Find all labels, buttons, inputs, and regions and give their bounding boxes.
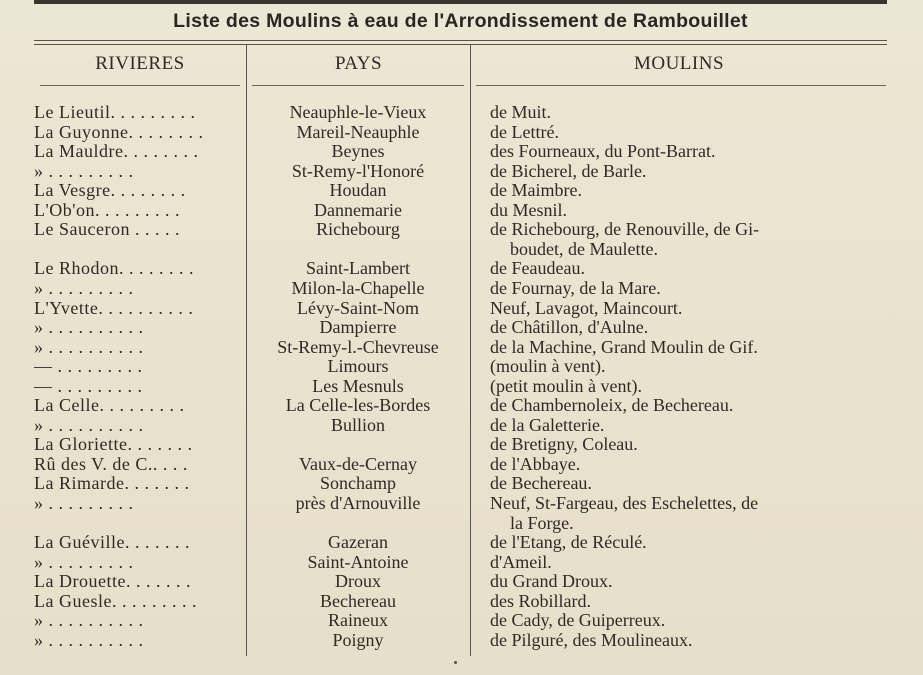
row-pays	[248, 239, 468, 259]
row-pays: Bechereau	[320, 591, 396, 611]
header-rivieres: RIVIERES	[95, 53, 185, 74]
row-moulins: de Fournay, de la Mare.	[490, 278, 661, 298]
row-pays: Saint-Lambert	[306, 258, 410, 278]
row-moulins: de Bretigny, Coleau.	[490, 434, 638, 454]
row-moulins: de Muit.	[490, 102, 551, 122]
header-moulins: MOULINS	[633, 53, 725, 74]
row-moulins: de Lettré.	[490, 122, 559, 142]
row-moulins: de Maimbre.	[490, 180, 582, 200]
row-pays: Lévy-Saint-Nom	[297, 298, 419, 318]
row-riviere: » . . . . . . . . . .	[34, 337, 144, 357]
column-divider-2	[470, 44, 471, 656]
row-moulins: du Grand Droux.	[490, 571, 613, 591]
title-rule-lower	[34, 44, 887, 45]
row-moulins: des Robillard.	[490, 591, 591, 611]
footer-dot	[454, 661, 457, 664]
row-pays: Richebourg	[316, 219, 400, 239]
header-pays: PAYS	[334, 53, 383, 74]
row-riviere: » . . . . . . . . .	[34, 552, 134, 572]
row-pays: Raineux	[328, 610, 388, 630]
row-moulins: de l'Etang, de Réculé.	[490, 532, 647, 552]
top-rule	[34, 0, 887, 4]
row-moulins: (moulin à vent).	[490, 356, 606, 376]
row-riviere: La Guéville. . . . . . .	[34, 532, 190, 552]
row-moulins: Neuf, Lavagot, Maincourt.	[490, 298, 683, 318]
row-riviere: Le Sauceron . . . . .	[34, 219, 180, 239]
row-moulins: de Feaudeau.	[490, 258, 585, 278]
row-riviere: » . . . . . . . . . .	[34, 317, 144, 337]
row-riviere: La Rimarde. . . . . . .	[34, 473, 190, 493]
row-riviere: Rû des V. de C.. . . .	[34, 454, 188, 474]
row-pays: St-Remy-l'Honoré	[291, 161, 425, 181]
row-pays: près d'Arnouville	[295, 493, 421, 513]
row-pays	[248, 513, 468, 533]
row-riviere: La Guyonne. . . . . . . .	[34, 122, 204, 142]
row-riviere: » . . . . . . . . . .	[34, 415, 144, 435]
row-riviere: » . . . . . . . . . .	[34, 610, 144, 630]
row-pays: St-Remy-l.-Chevreuse	[277, 337, 439, 357]
row-riviere	[34, 239, 244, 259]
column-divider-1	[246, 44, 247, 656]
row-pays: Neauphle-le-Vieux	[289, 102, 427, 122]
row-moulins: du Mesnil.	[490, 200, 568, 220]
row-riviere: L'Yvette. . . . . . . . . .	[34, 298, 194, 318]
row-moulins: des Fourneaux, du Pont-Barrat.	[490, 141, 716, 161]
row-riviere	[34, 513, 244, 533]
row-pays: Poigny	[332, 630, 384, 650]
row-riviere: La Celle. . . . . . . . .	[34, 395, 185, 415]
row-moulins: de Pilguré, des Moulineaux.	[490, 630, 693, 650]
row-pays: Saint-Antoine	[307, 552, 409, 572]
row-riviere: » . . . . . . . . . .	[34, 630, 144, 650]
row-riviere: Le Lieutil. . . . . . . . .	[34, 102, 196, 122]
row-pays: Gazeran	[328, 532, 388, 552]
page-title: Liste des Moulins à eau de l'Arrondissement de Rambouillet	[173, 10, 748, 32]
row-riviere: La Mauldre. . . . . . . .	[34, 141, 199, 161]
row-riviere: La Drouette. . . . . . .	[34, 571, 191, 591]
row-pays: Bullion	[330, 415, 385, 435]
row-pays: Limours	[327, 356, 389, 376]
row-pays: Les Mesnuls	[312, 376, 404, 396]
header-underline-pays	[252, 85, 464, 86]
row-riviere: La Gloriette. . . . . . .	[34, 434, 193, 454]
row-moulins: Neuf, St-Fargeau, des Eschelettes, de	[490, 493, 759, 513]
row-pays: Vaux-de-Cernay	[299, 454, 417, 474]
row-riviere: La Vesgre. . . . . . . .	[34, 180, 186, 200]
row-riviere: Le Rhodon. . . . . . . .	[34, 258, 194, 278]
row-moulins: la Forge.	[510, 513, 574, 533]
row-riviere: — . . . . . . . . .	[34, 356, 143, 376]
row-moulins: de Bicherel, de Barle.	[490, 161, 647, 181]
row-riviere: » . . . . . . . . .	[34, 493, 134, 513]
row-pays: Droux	[335, 571, 381, 591]
row-riviere: L'Ob'on. . . . . . . . .	[34, 200, 180, 220]
row-pays: Sonchamp	[320, 473, 396, 493]
row-pays: Mareil-Neauphle	[296, 122, 420, 142]
row-moulins: de la Galetterie.	[490, 415, 605, 435]
row-moulins: boudet, de Maulette.	[510, 239, 658, 259]
row-pays	[248, 434, 468, 454]
row-pays: Dannemarie	[314, 200, 402, 220]
header-underline-rivieres	[40, 85, 240, 86]
row-moulins: de Chambernoleix, de Bechereau.	[490, 395, 734, 415]
row-moulins: de Richebourg, de Renouville, de Gi-	[490, 219, 760, 239]
row-riviere: » . . . . . . . . .	[34, 161, 134, 181]
row-moulins: d'Ameil.	[490, 552, 552, 572]
row-pays: Dampierre	[319, 317, 397, 337]
row-moulins: de l'Abbaye.	[490, 454, 581, 474]
row-moulins: de la Machine, Grand Moulin de Gif.	[490, 337, 758, 357]
row-pays: Milon-la-Chapelle	[291, 278, 425, 298]
row-moulins: de Cady, de Guiperreux.	[490, 610, 666, 630]
row-pays: La Celle-les-Bordes	[285, 395, 431, 415]
row-pays: Houdan	[329, 180, 387, 200]
row-moulins: de Bechereau.	[490, 473, 592, 493]
row-pays: Beynes	[331, 141, 385, 161]
row-moulins: (petit moulin à vent).	[490, 376, 642, 396]
title-rule-upper	[34, 40, 887, 41]
row-riviere: La Guesle. . . . . . . . .	[34, 591, 197, 611]
row-riviere: — . . . . . . . . .	[34, 376, 143, 396]
row-moulins: de Châtillon, d'Aulne.	[490, 317, 649, 337]
header-underline-moulins	[476, 85, 886, 86]
row-riviere: » . . . . . . . . .	[34, 278, 134, 298]
